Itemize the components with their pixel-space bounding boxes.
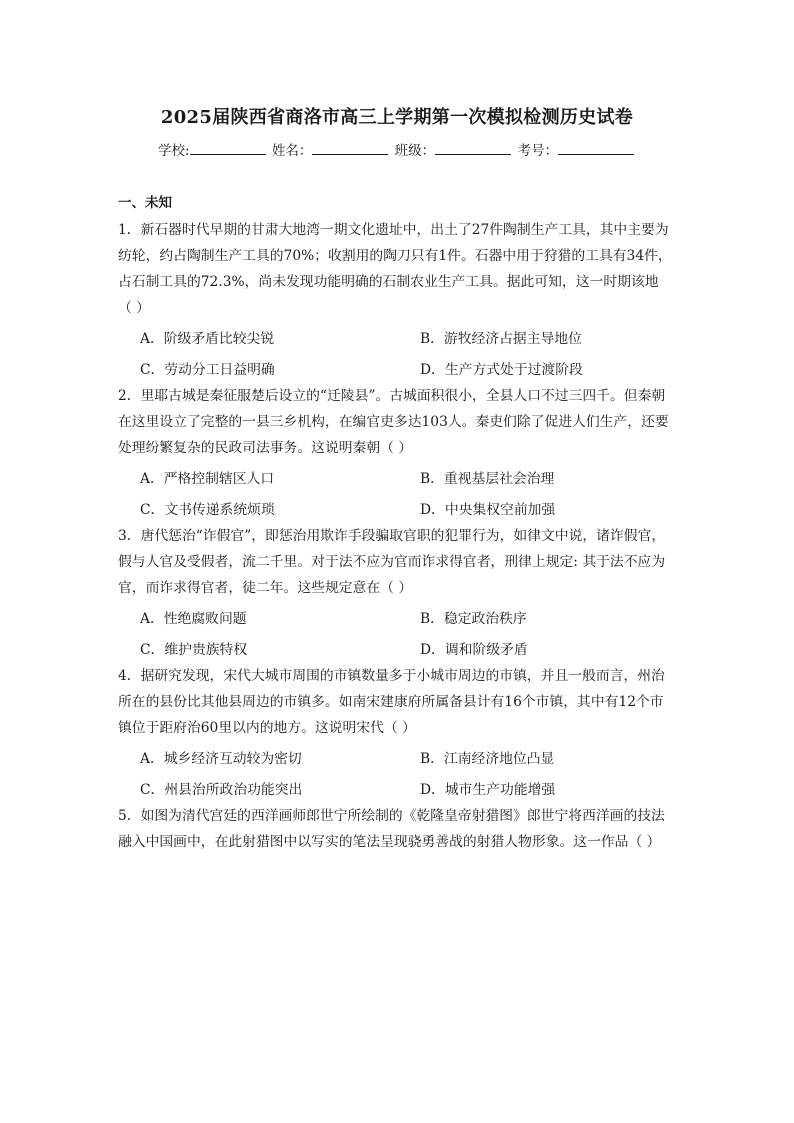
option-d[interactable]: D．生产方式处于过渡阶段 [420,361,583,378]
question-stem [118,523,678,601]
school-label: 学校: [158,143,190,159]
question-4 [118,663,678,803]
options [118,321,678,383]
question-3 [118,523,678,663]
student-info-line [0,139,794,159]
question-stem [118,217,678,321]
stem-line: 融入中国画中，在此射猎图中以写实的笔法呈现骁勇善战的射猎人物形象。这一作品（ ） [118,834,661,850]
stem-line: 假与人官及受假者，流二千里。对于法不应为官而诈求得官者，刑律上规定: 其于法不应为 [118,554,666,570]
option-a[interactable]: A．阶级矛盾比较尖锐 [140,330,275,347]
stem-line: 镇位于距府治60里以内的地方。这说明宋代（ ） [118,720,416,736]
stem-line: 纺轮，约占陶制生产工具的70%；收割用的陶刀只有1件。石器中用于狩猎的工具有34件， [118,248,672,264]
school-blank[interactable] [190,142,266,155]
question-content [118,195,678,855]
stem-line: 所在的县份比其他县周边的市镇多。如南宋建康府所属备县计有16个市镇，其中有12个市 [118,694,664,710]
question-stem [118,803,678,855]
section-heading: 一、未知 [118,195,172,211]
option-b[interactable]: B．稳定政治秩序 [420,610,527,627]
class-blank[interactable] [435,142,511,155]
stem-line: 在这里设立了完整的一县三乡机构，在编官吏多达103人。秦吏们除了促进人们生产，还要 [118,414,669,430]
options [118,741,678,803]
class-label: 班级： [394,143,436,159]
option-d[interactable]: D．调和阶级矛盾 [420,641,528,658]
option-d[interactable]: D．城市生产功能增强 [420,781,556,798]
question-stem [118,663,678,741]
stem-line: 3．唐代惩治“诈假官”，即惩治用欺诈手段骗取官职的犯罪行为，如律文中说，诸诈假官， [118,528,666,544]
option-a[interactable]: A．性绝腐败问题 [140,610,247,627]
name-label: 姓名： [271,143,313,159]
stem-line: 4．据研究发现，宋代大城市周围的市镇数量多于小城市周边的市镇，并且一般而言，州治 [118,668,665,684]
option-c[interactable]: C．文书传递系统烦琐 [140,501,275,518]
exam-number-blank[interactable] [558,142,634,155]
stem-line: （ ） [118,300,150,316]
exam-number-label: 考号： [517,143,558,159]
option-c[interactable]: C．劳动分工日益明确 [140,361,275,378]
name-blank[interactable] [312,142,388,155]
option-c[interactable]: C．维护贵族特权 [140,641,248,658]
option-b[interactable]: B．江南经济地位凸显 [420,750,555,767]
stem-line: 5．如图为清代宫廷的西洋画师郎世宁所绘制的《乾隆皇帝射猎图》郎世宁将西洋画的技法 [118,808,665,824]
option-c[interactable]: C．州县治所政治功能突出 [140,781,303,798]
question-2 [118,383,678,523]
question-1 [118,217,678,383]
question-stem [118,383,678,461]
exam-title: 2025届陕西省商洛市高三上学期第一次模拟检测历史试卷 [160,107,634,128]
stem-line: 2．里耶古城是秦征服楚后设立的“迁陵县”。古城面积很小，全县人口不过三四千。但秦朝 [118,388,666,404]
option-b[interactable]: B．游牧经济占据主导地位 [420,330,582,347]
stem-line: 官，而诈求得官者，徒二年。这些规定意在（ ） [118,580,413,596]
option-a[interactable]: A．城乡经济互动较为密切 [140,750,302,767]
question-5 [118,803,678,855]
stem-line: 占石制工具的72.3%，尚未发现功能明确的石制农业生产工具。据此可知，这一时期该地 [118,274,659,290]
options [118,601,678,663]
option-a[interactable]: A．严格控制辖区人口 [140,470,275,487]
stem-line: 1．新石器时代早期的甘肃大地湾一期文化遗址中，出土了27件陶制生产工具，其中主要为 [118,222,669,238]
option-d[interactable]: D．中央集权空前加强 [420,501,556,518]
option-b[interactable]: B．重视基层社会治理 [420,470,555,487]
stem-line: 处理纷繁复杂的民政司法事务。这说明秦朝（ ） [118,440,413,456]
options [118,461,678,523]
